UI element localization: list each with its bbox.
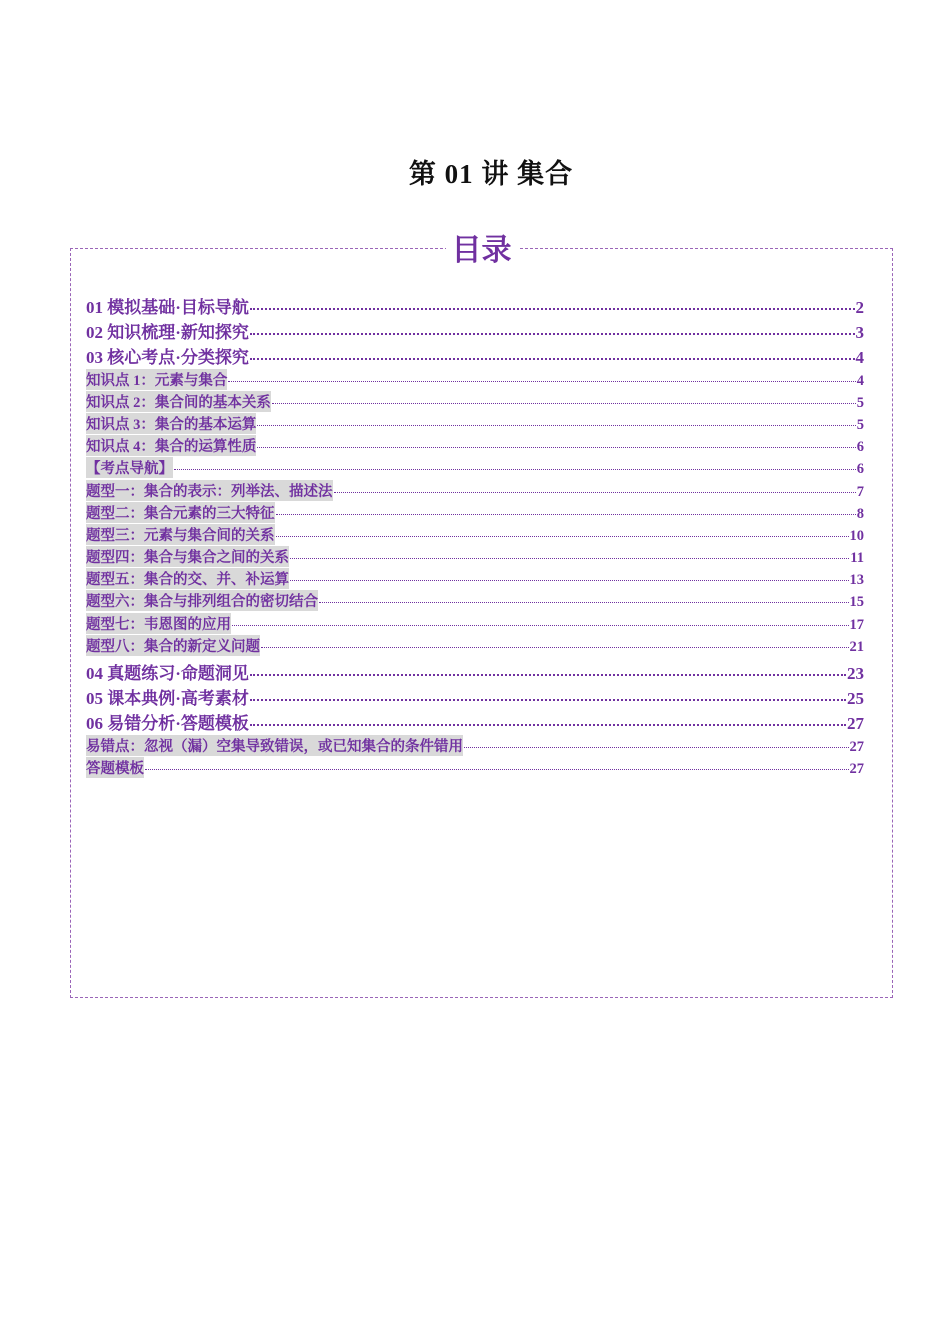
toc-entry-section-05[interactable] xyxy=(86,684,864,709)
toc-entry-page: 6 xyxy=(856,461,864,478)
toc-entry-page: 5 xyxy=(856,394,864,411)
toc-entry-page: 27 xyxy=(849,760,864,777)
toc-entry-label: 04 真题练习·命题洞见 xyxy=(86,664,249,683)
toc-dot-leader xyxy=(250,724,846,726)
toc-dot-leader xyxy=(250,699,846,701)
toc-dot-leader xyxy=(250,674,846,676)
toc-entry-label: 题型六：集合与排列组合的密切结合 xyxy=(86,590,318,611)
toc-entry-section-04[interactable] xyxy=(86,659,864,684)
toc-heading xyxy=(71,231,892,271)
toc-entry-section-06[interactable] xyxy=(86,709,864,734)
toc-entry-section-02[interactable] xyxy=(86,318,864,343)
toc-entry-type-3[interactable] xyxy=(86,524,864,546)
toc-entry-page: 8 xyxy=(856,505,864,522)
toc-list xyxy=(86,293,864,779)
toc-entry-page: 6 xyxy=(856,439,864,456)
toc-dot-leader xyxy=(145,769,849,770)
toc-entry-label: 知识点 1：元素与集合 xyxy=(86,369,227,390)
toc-entry-label: 【考点导航】 xyxy=(86,457,173,478)
toc-entry-page: 25 xyxy=(847,689,864,709)
toc-dot-leader xyxy=(290,558,849,559)
toc-entry-section-01[interactable] xyxy=(86,293,864,318)
toc-entry-page: 27 xyxy=(849,738,864,755)
toc-entry-page: 13 xyxy=(849,572,864,589)
toc-entry-page: 11 xyxy=(850,550,864,567)
toc-entry-type-7[interactable] xyxy=(86,613,864,635)
toc-dot-leader xyxy=(174,469,856,470)
toc-entry-page: 2 xyxy=(855,298,864,317)
toc-entry-answer-template[interactable] xyxy=(86,757,864,779)
toc-heading-text: 目录 xyxy=(446,233,518,268)
toc-entry-label: 知识点 4：集合的运算性质 xyxy=(86,435,256,456)
toc-dot-leader xyxy=(250,333,855,335)
toc-entry-page: 7 xyxy=(856,483,864,500)
toc-entry-page: 15 xyxy=(849,594,864,611)
toc-entry-label: 知识点 2：集合间的基本关系 xyxy=(86,391,271,412)
toc-entry-page: 23 xyxy=(847,664,864,683)
toc-entry-type-8[interactable] xyxy=(86,635,864,657)
toc-dot-leader xyxy=(250,308,855,310)
toc-entry-type-5[interactable] xyxy=(86,568,864,590)
toc-dot-leader xyxy=(228,381,855,382)
toc-dot-leader xyxy=(261,647,849,648)
toc-dot-leader xyxy=(232,625,849,626)
toc-entry-page: 10 xyxy=(849,527,864,544)
toc-entry-knowledge-4[interactable] xyxy=(86,435,864,457)
toc-entry-label: 05 课本典例·高考素材 xyxy=(86,689,249,709)
document-title: 第 01 讲 集合 xyxy=(408,159,574,189)
toc-entry-pitfall[interactable] xyxy=(86,735,864,757)
toc-dot-leader xyxy=(334,492,856,493)
toc-entry-label: 06 易错分析·答题模板 xyxy=(86,714,249,734)
toc-entry-label: 题型四：集合与集合之间的关系 xyxy=(86,546,289,567)
toc-entry-page: 21 xyxy=(849,638,864,655)
toc-entry-type-2[interactable] xyxy=(86,502,864,524)
toc-entry-type-4[interactable] xyxy=(86,546,864,568)
toc-entry-exam-nav[interactable] xyxy=(86,457,864,479)
toc-dot-leader xyxy=(276,536,849,537)
toc-entry-knowledge-2[interactable] xyxy=(86,391,864,413)
toc-entry-label: 题型七：韦恩图的应用 xyxy=(86,613,231,634)
toc-entry-type-6[interactable] xyxy=(86,590,864,612)
toc-dot-leader xyxy=(276,514,856,515)
toc-entry-label: 题型三：元素与集合间的关系 xyxy=(86,524,275,545)
toc-entry-label: 题型二：集合元素的三大特征 xyxy=(86,502,275,523)
toc-entry-page: 4 xyxy=(855,348,864,368)
toc-entry-page: 4 xyxy=(856,372,864,389)
toc-entry-label: 02 知识梳理·新知探究 xyxy=(86,323,249,343)
toc-entry-section-03[interactable] xyxy=(86,343,864,368)
toc-entry-label: 03 核心考点·分类探究 xyxy=(86,348,249,368)
toc-entry-type-1[interactable] xyxy=(86,480,864,502)
toc-entry-label: 答题模板 xyxy=(86,757,144,778)
toc-dot-leader xyxy=(257,447,855,448)
table-of-contents xyxy=(70,233,893,998)
toc-entry-label: 题型八：集合的新定义问题 xyxy=(86,635,260,656)
toc-dot-leader xyxy=(250,358,855,360)
toc-dot-leader xyxy=(319,602,849,603)
toc-dot-leader xyxy=(272,403,856,404)
toc-entry-label: 01 模拟基础·目标导航 xyxy=(86,298,249,317)
toc-dot-leader xyxy=(290,580,849,581)
toc-entry-page: 3 xyxy=(855,323,864,343)
toc-entry-label: 题型一：集合的表示：列举法、描述法 xyxy=(86,480,333,501)
toc-entry-page: 5 xyxy=(856,416,864,433)
toc-entry-knowledge-3[interactable] xyxy=(86,413,864,435)
toc-entry-label: 易错点：忽视（漏）空集导致错误，或已知集合的条件错用 xyxy=(86,735,463,756)
toc-entry-page: 27 xyxy=(847,714,864,734)
toc-dot-leader xyxy=(257,425,855,426)
toc-entry-label: 题型五：集合的交、并、补运算 xyxy=(86,568,289,589)
toc-entry-label: 知识点 3：集合的基本运算 xyxy=(86,413,256,434)
toc-dot-leader xyxy=(464,747,849,748)
toc-entry-page: 17 xyxy=(849,616,864,633)
toc-entry-knowledge-1[interactable] xyxy=(86,369,864,391)
